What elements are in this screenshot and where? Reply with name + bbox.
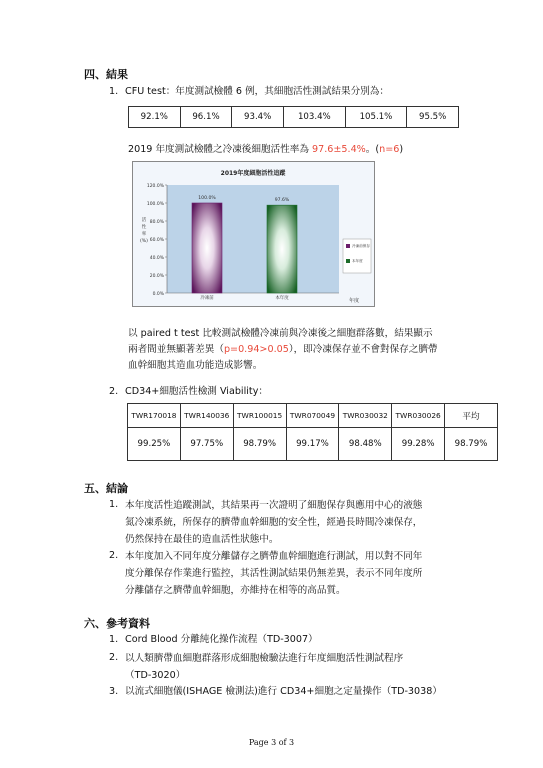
section-heading-references: 六、參考資料 bbox=[84, 617, 150, 630]
cfu-test-text: CFU test：年度測試檢體 6 例，其細胞活性測試結果分別為： bbox=[125, 86, 389, 97]
bar-data-label: 97.6% bbox=[274, 198, 290, 204]
reference-item-1: Cord Blood 分離純化操作流程（TD-3007） bbox=[125, 634, 318, 645]
table-row bbox=[128, 428, 498, 461]
conclusion-line: 度分離保存作業進行監控，其活性測試結果仍無差異，表示不同年度所 bbox=[125, 568, 423, 579]
legend-label: 本年度 bbox=[352, 259, 363, 263]
viability-chart bbox=[132, 161, 375, 307]
item-marker: 2. bbox=[109, 652, 119, 663]
table-cell: 99.25% bbox=[128, 428, 181, 461]
conclusion-line: 分離儲存之臍帶血幹細胞，亦維持在相等的高品質。 bbox=[125, 585, 346, 596]
paragraph-text: 兩者間並無顯著差異（ bbox=[128, 344, 224, 355]
table-header-cell: TWR070049 bbox=[286, 404, 339, 428]
cd34-viability-text: CD34+細胞活性檢測 Viability： bbox=[125, 386, 268, 397]
y-label-char: 率 bbox=[141, 232, 147, 237]
y-tick-label: 40.0% bbox=[149, 255, 164, 261]
p-value: p=0.94>0.05 bbox=[223, 344, 289, 355]
sample-count: n=6 bbox=[379, 144, 400, 155]
legend-swatch bbox=[346, 259, 350, 263]
legend-swatch bbox=[346, 244, 350, 248]
rate-value: 97.6±5.4% bbox=[312, 144, 366, 155]
table-cell: 99.28% bbox=[392, 428, 445, 461]
bar-data-label: 100.0% bbox=[198, 196, 216, 201]
legend-label: 冷凍前保存 bbox=[352, 244, 370, 248]
page-number: Page 3 of 3 bbox=[248, 738, 295, 747]
table-cell: 92.1% bbox=[129, 107, 181, 128]
viability-rate-line bbox=[128, 142, 403, 157]
paragraph-text: ），即冷凍保存並不會對保存之臍帶 bbox=[288, 344, 438, 355]
y-tick-label: 80.0% bbox=[149, 219, 164, 225]
reference-line: 以人類臍帶血細胞群落形成細胞檢驗法進行年度細胞活性測試程序 bbox=[125, 653, 404, 664]
conclusion-line: 氮冷凍系統，所保存的臍帶血幹細胞的安全性，經過長時間冷凍保存， bbox=[125, 517, 423, 528]
rate-paren-close: ) bbox=[399, 144, 404, 155]
item-marker: 1. bbox=[109, 499, 119, 510]
y-tick-label: 0.0% bbox=[152, 291, 164, 297]
paragraph-line bbox=[128, 342, 438, 358]
x-category-label: 本年度 bbox=[275, 296, 289, 301]
item-marker: 3. bbox=[109, 686, 119, 697]
x-category-label: 冷凍前 bbox=[200, 296, 214, 301]
paragraph-line: 以 paired t test 比較測試檢體冷凍前與冷凍後之細胞群落數，結果顯示 bbox=[128, 328, 433, 339]
analysis-paragraph bbox=[128, 326, 438, 374]
conclusion-line: 本年度活性追蹤測試，其結果再一次證明了細胞保存與應用中心的液態 bbox=[125, 500, 423, 511]
reference-line: （TD-3020） bbox=[125, 670, 186, 681]
conclusion-line: 仍然保持在最佳的造血活性狀態中。 bbox=[125, 534, 279, 545]
reference-item-2 bbox=[125, 650, 403, 684]
table-header-cell: TWR030032 bbox=[339, 404, 392, 428]
table-cell: 98.79% bbox=[445, 428, 498, 461]
conclusion-line: 本年度加入不同年度分離儲存之臍帶血幹細胞進行測試，用以對不同年 bbox=[125, 551, 423, 562]
y-label-char: 活 bbox=[141, 218, 147, 223]
table-header-cell: TWR030026 bbox=[392, 404, 445, 428]
chart-svg bbox=[132, 161, 375, 307]
y-tick-label: 20.0% bbox=[149, 273, 164, 279]
table-header-cell: TWR140036 bbox=[180, 404, 233, 428]
table-cell: 98.48% bbox=[339, 428, 392, 461]
item-marker: 1. bbox=[109, 86, 119, 97]
cd34-table bbox=[127, 403, 498, 461]
table-cell: 99.17% bbox=[286, 428, 339, 461]
y-label-char: (%) bbox=[140, 239, 148, 244]
item-marker: 2. bbox=[109, 550, 119, 561]
table-header-row bbox=[128, 404, 498, 428]
table-header-cell: 平均 bbox=[445, 404, 498, 428]
bar bbox=[192, 203, 222, 293]
bar bbox=[267, 205, 297, 293]
table-cell: 93.4% bbox=[232, 107, 284, 128]
rate-prefix: 2019 年度測試檢體之冷凍後細胞活性率為 bbox=[128, 144, 313, 155]
cfu-values-table bbox=[128, 106, 459, 128]
table-cell: 98.79% bbox=[233, 428, 286, 461]
chart-title: 2019年度細胞活性追蹤 bbox=[220, 170, 286, 177]
table-row bbox=[129, 107, 459, 128]
table-header-cell: TWR170018 bbox=[128, 404, 181, 428]
conclusion-item-2 bbox=[125, 548, 422, 599]
section-heading-results: 四、結果 bbox=[84, 68, 128, 81]
item-marker: 1. bbox=[109, 634, 119, 645]
y-tick-label: 60.0% bbox=[149, 237, 164, 243]
table-cell: 103.4% bbox=[284, 107, 346, 128]
y-tick-label: 100.0% bbox=[146, 201, 164, 207]
table-cell: 96.1% bbox=[180, 107, 232, 128]
table-cell: 97.75% bbox=[180, 428, 233, 461]
rate-paren-open: 。( bbox=[365, 144, 380, 155]
conclusion-item-1 bbox=[125, 497, 422, 548]
table-cell: 95.5% bbox=[407, 107, 459, 128]
x-axis-title: 年度 bbox=[348, 298, 360, 304]
y-label-char: 性 bbox=[141, 225, 147, 230]
table-cell: 105.1% bbox=[345, 107, 407, 128]
item-marker: 2. bbox=[109, 386, 119, 397]
reference-item-3: 以流式細胞儀(ISHAGE 檢測法)進行 CD34+細胞之定量操作（TD-3038） bbox=[125, 686, 442, 697]
y-tick-label: 120.0% bbox=[146, 183, 164, 189]
table-header-cell: TWR100015 bbox=[233, 404, 286, 428]
section-heading-conclusion: 五、結論 bbox=[84, 482, 128, 495]
legend bbox=[343, 239, 371, 273]
paragraph-line: 血幹細胞其造血功能造成影響。 bbox=[128, 360, 263, 371]
